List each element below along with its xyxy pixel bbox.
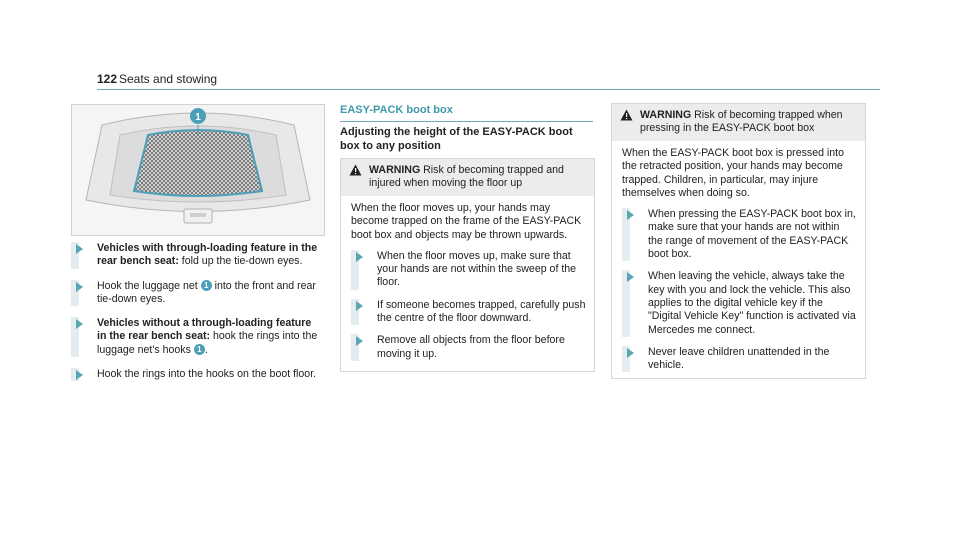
warning-steps [351, 250, 586, 361]
section-title-header: Seats and stowing [119, 72, 218, 86]
warning-intro: When the floor moves up, your hands may become trapped on the frame of the EASY-PACK boot box and objects may be thrown upwards. [351, 202, 582, 241]
list-item [71, 368, 321, 381]
arrow-right-icon [356, 336, 363, 346]
arrow-right-icon [76, 282, 83, 292]
list-item [622, 208, 857, 261]
warning-box-trapped-pressing-in [611, 103, 866, 379]
item-text: Never leave children unattended in the vehicle. [648, 345, 830, 372]
item-text: If someone becomes trapped, carefully push the centre of the floor downward. [377, 298, 586, 325]
warning-box-trapped-floor-up [340, 158, 595, 372]
item-text: When the floor moves up, make sure that your hands are not within the sweep of the floor. [377, 249, 577, 289]
item-text: When pressing the EASY-PACK boot box in, make sure that your hands are not within the range of movement of the EASY-PACK boot box. [648, 208, 856, 261]
luggage-net-illustration [71, 104, 325, 236]
item-text: hook the rings into the luggage net's hooks [97, 330, 318, 356]
warning-triangle-icon [620, 109, 633, 121]
warning-header [612, 104, 865, 141]
warning-header [341, 159, 594, 196]
item-text: Hook the luggage net [97, 279, 201, 292]
section-rule [340, 121, 593, 122]
header-rule [97, 89, 880, 90]
list-item [71, 242, 321, 269]
item-bold-lead: Vehicles with through-loading feature in the rear bench seat: [97, 242, 318, 268]
list-item [351, 334, 586, 361]
list-item [622, 346, 857, 373]
item-text-after: into the front and rear tie-down eyes. [97, 279, 316, 305]
warning-body [341, 196, 594, 378]
warning-steps [622, 208, 857, 372]
callout-number: 1 [195, 112, 201, 123]
warning-body [612, 141, 865, 389]
arrow-right-icon [627, 272, 634, 282]
callout-ref: 1 [194, 344, 205, 355]
item-text: Remove all objects from the floor before moving it up. [377, 334, 565, 360]
warning-label: WARNING [640, 109, 692, 121]
item-text: fold up the tie-down eyes. [178, 255, 303, 268]
arrow-right-icon [627, 348, 634, 358]
item-text: When leaving the vehicle, always take the key with you and lock the vehicle. This also applies to the digital vehicle key if the "Digital Vehicle Key" function is activated via Mercedes me connect. [648, 270, 856, 336]
arrow-right-icon [356, 252, 363, 262]
warning-headline: Risk of becoming trapped and injured when moving the floor up [369, 164, 564, 189]
section-heading: EASY-PACK boot box [340, 104, 453, 116]
item-text: Hook the rings into the hooks on the boot floor. [97, 368, 317, 381]
list-item [71, 317, 321, 357]
warning-label: WARNING [369, 164, 421, 176]
list-item [351, 250, 586, 290]
list-item [71, 280, 321, 307]
callout-ref: 1 [201, 280, 212, 291]
list-item [351, 299, 586, 326]
arrow-right-icon [356, 301, 363, 311]
arrow-right-icon [627, 210, 634, 220]
page-number: 122 [97, 72, 118, 86]
arrow-right-icon [76, 319, 83, 329]
item-text-after: . [204, 343, 208, 356]
warning-headline: Risk of becoming trapped when pressing in the EASY-PACK boot box [640, 109, 843, 134]
warning-intro: When the EASY-PACK boot box is pressed into the retracted position, your hands may become trapped. Children, in particular, may injure themselves when doing so. [622, 147, 845, 199]
subsection-heading: Adjusting the height of the EASY-PACK boot box to any position [340, 126, 573, 152]
luggage-net-steps [71, 242, 321, 392]
item-bold-lead: Vehicles without a through-loading feature in the rear bench seat: [97, 317, 312, 343]
warning-triangle-icon [349, 164, 362, 176]
arrow-right-icon [76, 370, 83, 380]
list-item [622, 270, 857, 336]
arrow-right-icon [76, 244, 83, 254]
